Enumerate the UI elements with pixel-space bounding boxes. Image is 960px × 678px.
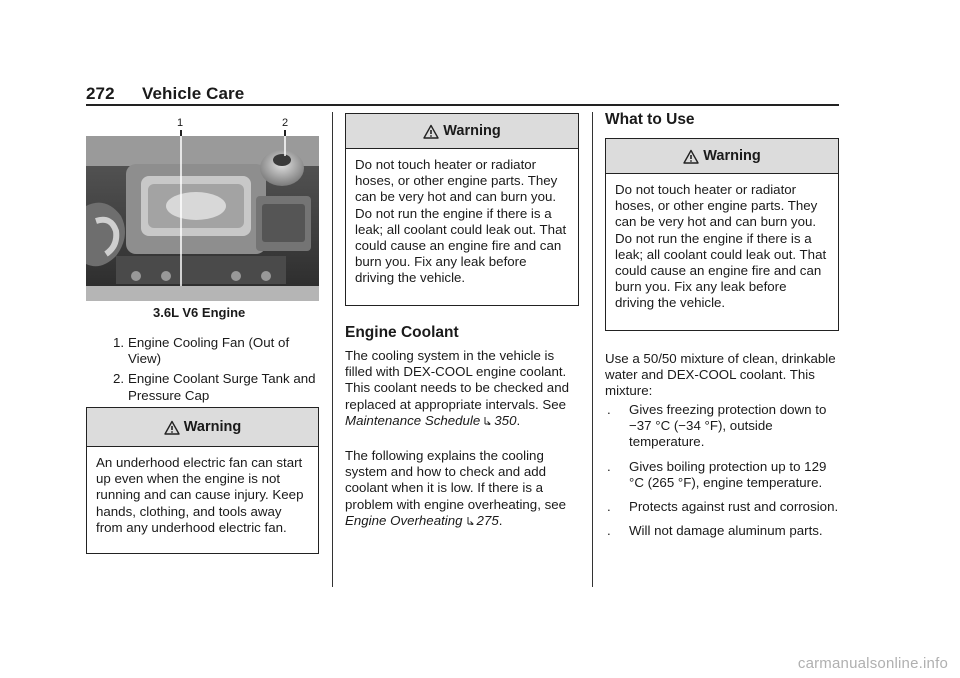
legend-item-2 — [113, 371, 318, 403]
warning-text: An underhood electric fan can start up even when the engine is not running and can cause injury. Keep hands, clothing, and tools away from any underhood electric fan. — [96, 455, 304, 535]
page-header — [86, 84, 244, 104]
callout-leader-2 — [284, 130, 286, 136]
bullet-marker: . — [607, 499, 611, 515]
warning-triangle-icon — [423, 124, 439, 139]
legend-marker-2: 2. — [113, 371, 125, 387]
engine-photo — [86, 136, 319, 301]
warning-title: Warning — [703, 148, 761, 164]
section-title: Vehicle Care — [142, 84, 245, 103]
figure-legend — [113, 335, 318, 404]
bullet-item-2 — [607, 459, 839, 491]
warning-header — [87, 408, 318, 447]
warning-header — [606, 139, 838, 174]
engine-overheating-link[interactable]: Engine Overheating — [345, 512, 463, 528]
column-divider-left — [332, 112, 333, 587]
callout-leader-1 — [180, 130, 182, 136]
warning-header — [346, 114, 578, 149]
engine-coolant-heading: Engine Coolant — [345, 324, 459, 341]
maintenance-schedule-page-ref[interactable]: 350 — [494, 412, 517, 428]
what-to-use-heading: What to Use — [605, 111, 695, 128]
figure-caption: 3.6L V6 Engine — [153, 305, 246, 320]
header-rule — [86, 104, 839, 106]
reference-arrow-icon — [483, 416, 492, 425]
warning-triangle-icon — [164, 420, 180, 435]
reference-arrow-icon — [466, 516, 475, 525]
warning-triangle-icon — [683, 149, 699, 164]
legend-item-1 — [113, 335, 318, 367]
bullet-text-3: Protects against rust and corrosion. — [629, 499, 839, 515]
bullet-text-4: Will not damage aluminum parts. — [629, 523, 823, 539]
warning-title: Warning — [183, 419, 242, 435]
warning-text: Do not touch heater or radiator hoses, or other engine parts. They can be very hot and can burn you. Do not run the engine if there is a leak; all coolant could leak out. That could cause an engine fire and can burn you. Fix any leak before driving the vehicle. — [355, 157, 567, 286]
legend-marker-1: 1. — [113, 335, 125, 350]
warning-text: Do not touch heater or radiator hoses, or other engine parts. They can be very hot and can burn you. Do not run the engine if there is a leak; all coolant could leak out. That could cause an engine fire and can burn you. Fix any leak before driving the vehicle. — [615, 182, 827, 311]
warning-box-hoses-right — [605, 138, 839, 331]
bullet-item-4 — [607, 523, 839, 539]
bullet-text-1: Gives freezing protection down to −37 °C (−34 °F), outside temperature. — [629, 402, 827, 450]
engine-bay-illustration — [86, 136, 319, 301]
bullet-marker: . — [607, 402, 611, 417]
watermark: carmanualsonline.info — [797, 655, 948, 672]
warning-box-hoses-middle — [345, 113, 579, 306]
para-1-text: The cooling system in the vehicle is filled with DEX-COOL engine coolant. This coolant needs to be checked and replaced at appropriate intervals. See — [345, 348, 569, 412]
bullet-item-3 — [607, 499, 839, 515]
what-to-use-intro: Use a 50/50 mixture of clean, drinkable water and DEX-COOL coolant. This mixture: — [605, 351, 836, 399]
para-2-text: The following explains the cooling system and how to check and add coolant when it is low. If there is a problem with engine overheating, see — [345, 448, 567, 512]
column-divider-right — [592, 112, 593, 587]
warning-box-fan — [86, 407, 319, 554]
legend-text-2: Engine Coolant Surge Tank and Pressure Cap — [128, 371, 316, 403]
callout-number-1: 1 — [177, 117, 184, 129]
page-number: 272 — [86, 84, 115, 103]
engine-overheating-page-ref[interactable]: 275 — [476, 512, 499, 528]
para-2-end: . — [498, 512, 503, 528]
engine-coolant-para-2 — [345, 448, 577, 529]
para-1-end: . — [516, 412, 521, 428]
maintenance-schedule-link[interactable]: Maintenance Schedule — [345, 412, 481, 428]
callout-number-2: 2 — [282, 117, 289, 129]
warning-title: Warning — [443, 123, 501, 139]
bullet-text-2: Gives boiling protection up to 129 °C (265 °F), engine temperature. — [629, 458, 827, 490]
engine-coolant-para-1 — [345, 348, 577, 429]
bullet-item-1 — [607, 402, 839, 451]
bullet-marker: . — [607, 523, 611, 539]
bullet-marker: . — [607, 458, 611, 474]
what-to-use-bullets — [607, 402, 839, 539]
legend-text-1: Engine Cooling Fan (Out of View) — [128, 335, 290, 367]
